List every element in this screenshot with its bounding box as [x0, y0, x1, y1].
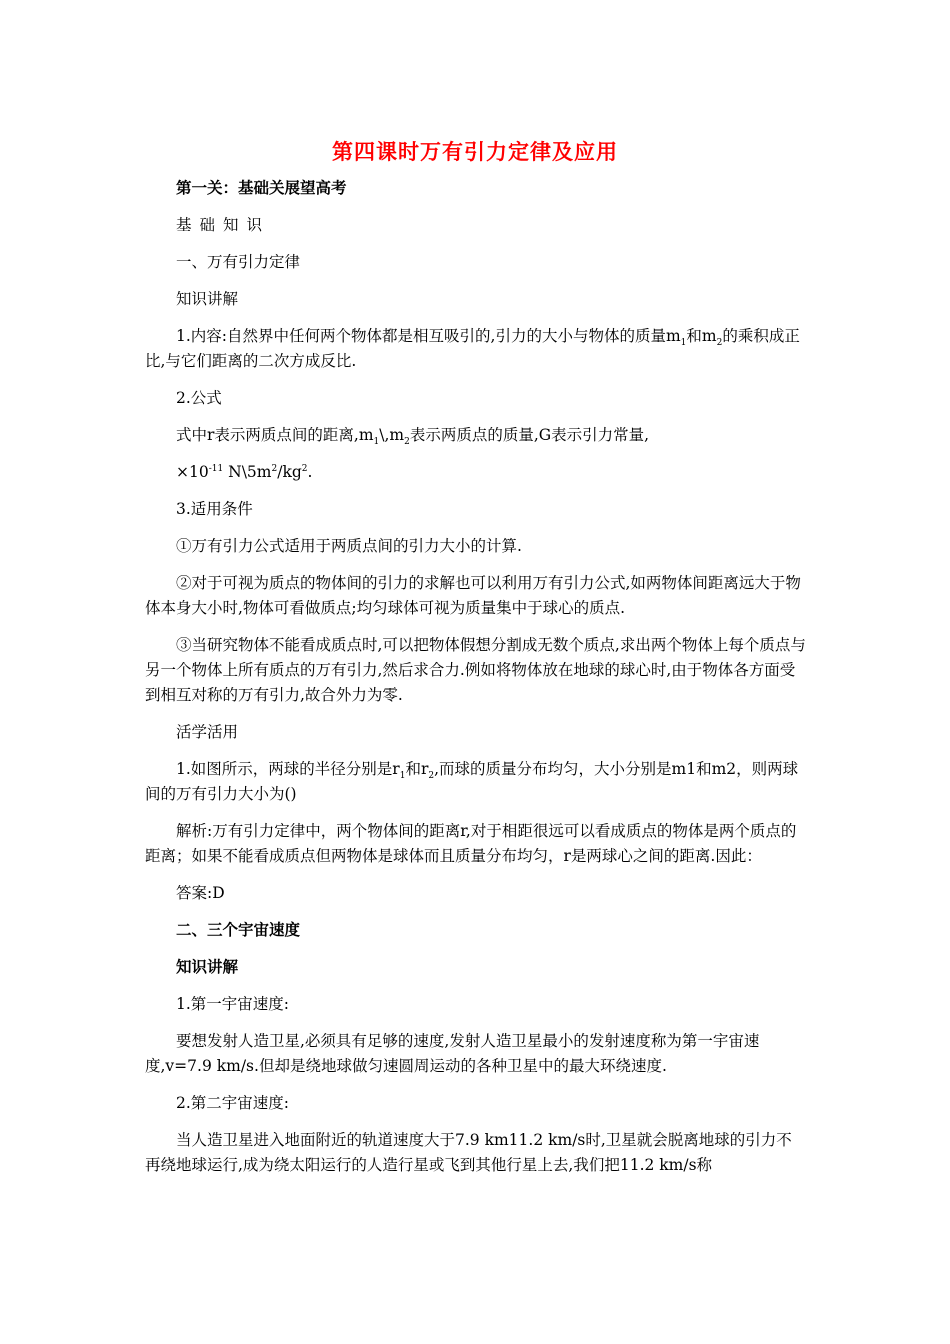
paragraph: 答案:D — [176, 884, 225, 902]
paragraph: 2.第二宇宙速度: — [176, 1094, 290, 1112]
document-title: 第四课时万有引力定律及应用 — [332, 140, 618, 164]
paragraph: 式中r表示两质点间的距离$,m_1\backslash,m_2$表示两质点的质量,G表示引力常量, — [176, 426, 650, 448]
paragraph: 当人造卫星进入地面附近的轨道速度大于7.9 km11.2 km/s时,卫星就会脱离地球的引力不再绕地球运行,成为绕太阳运行的人造行星或飞到其他行星上去,我们把11.2 km/s称 — [145, 1131, 792, 1174]
subheading: 知识讲解 — [176, 958, 239, 976]
subheading: 基础知识 — [176, 216, 271, 234]
paragraph: $\times 10^{-11}$ $N\backslash 5m^2/kg^2$. — [176, 463, 313, 481]
subheading: 知识讲解 — [176, 290, 239, 308]
paragraph: 2.公式 — [176, 389, 222, 407]
subheading: 活学活用 — [176, 723, 239, 741]
paragraph: 解析:万有引力定律中，两个物体间的距离r,对于相距很远可以看成质点的物体是两个质点的距离；如果不能看成质点但两物体是球体而且质量分布均匀，r是两球心之间的距离.因此： — [145, 822, 797, 865]
paragraph: ②对于可视为质点的物体间的引力的求解也可以利用万有引力公式,如两物体间距离远大于物体本身大小时,物体可看做质点;均匀球体可视为质量集中于球心的质点. — [145, 574, 801, 617]
section-heading: 第一关：基础关展望高考 — [176, 179, 347, 197]
section-heading: 一、万有引力定律 — [176, 253, 301, 271]
paragraph: 要想发射人造卫星,必须具有足够的速度,发射人造卫星最小的发射速度称为第一宇宙速度,v=7.9 km/s.但却是绕地球做匀速圆周运动的各种卫星中的最大环绕速度. — [145, 1032, 760, 1075]
paragraph: 3.适用条件 — [176, 500, 253, 518]
section-heading: 二、三个宇宙速度 — [176, 921, 301, 939]
paragraph: ①万有引力公式适用于两质点间的引力大小的计算. — [176, 537, 522, 555]
paragraph: 1.如图所示，两球的半径分别是$r_1$和$r_2$,而球的质量分布均匀，大小分别是m1和m2，则两球间的万有引力大小为() — [145, 760, 799, 803]
paragraph: ③当研究物体不能看成质点时,可以把物体假想分割成无数个质点,求出两个物体上每个质点与另一个物体上所有质点的万有引力,然后求合力.例如将物体放在地球的球心时,由于物体各方面受到相互对称的万有引力,故合外力为零. — [145, 636, 806, 704]
paragraph: 1.第一宇宙速度: — [176, 995, 290, 1013]
document-body — [145, 176, 807, 1190]
paragraph: 1.内容:自然界中任何两个物体都是相互吸引的,引力的大小与物体的质量$m_1$和$m_2$的乘积成正比,与它们距离的二次方成反比. — [145, 327, 800, 370]
